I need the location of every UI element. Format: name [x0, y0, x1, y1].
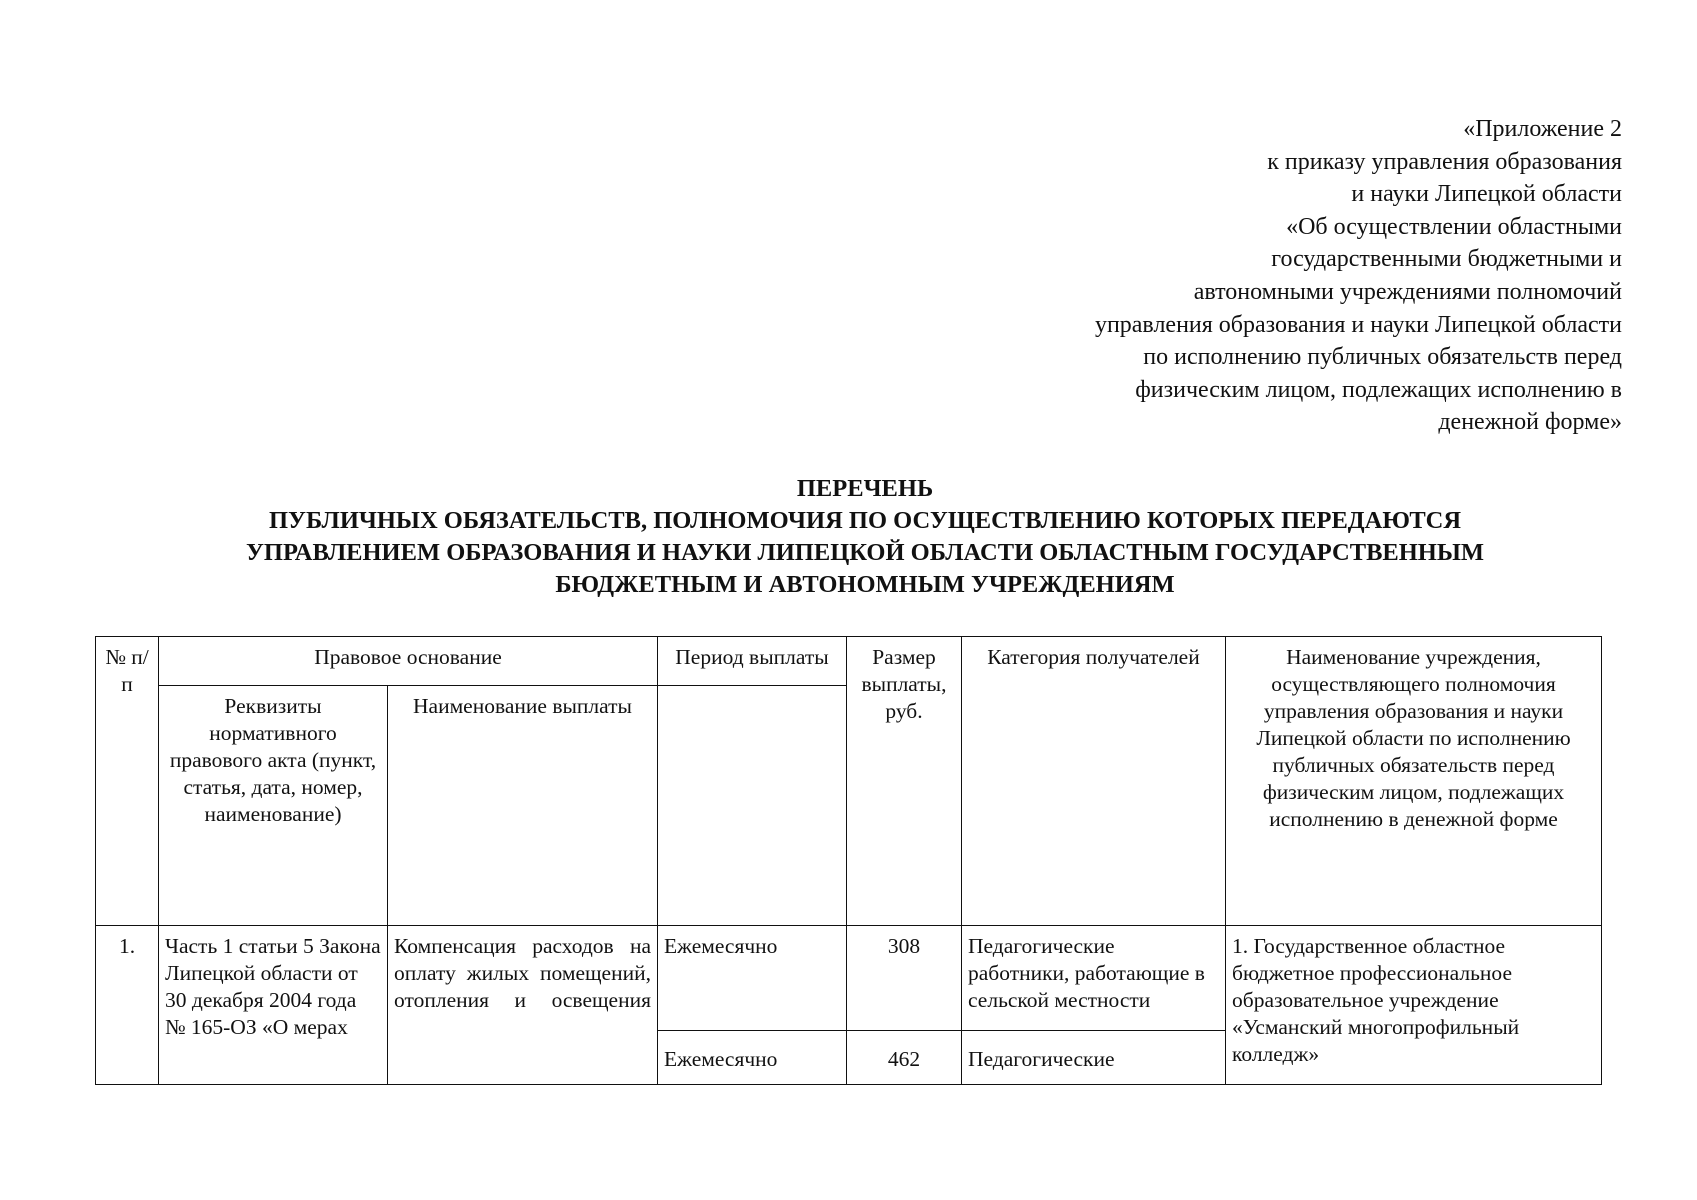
row-amount: 308 — [847, 926, 962, 1031]
header-institution: Наименование учреждения, осуществляющего полномочия управления образования и науки Липецкой области по исполнению публичных обязательств перед физическим лицом, подлежащих исполнению в денежной форме — [1226, 637, 1602, 926]
row-num: 1. — [96, 926, 159, 1085]
heading-line: ПУБЛИЧНЫХ ОБЯЗАТЕЛЬСТВ, ПОЛНОМОЧИЯ ПО ОСУЩЕСТВЛЕНИЮ КОТОРЫХ ПЕРЕДАЮТСЯ — [268, 507, 1462, 534]
heading-line: УПРАВЛЕНИЕМ ОБРАЗОВАНИЯ И НАУКИ ЛИПЕЦКОЙ ОБЛАСТИ ОБЛАСТНЫМ ГОСУДАРСТВЕННЫМ — [245, 539, 1485, 566]
appendix-line: управления образования и науки Липецкой области — [1094, 311, 1622, 338]
appendix-line: государственными бюджетными и — [1271, 246, 1622, 273]
appendix-block — [862, 113, 1622, 439]
obligations-table — [95, 636, 1602, 1085]
appendix-line: физическим лицом, подлежащих исполнению в — [1135, 376, 1622, 403]
header-row — [96, 637, 1602, 686]
header-num: № п/п — [96, 637, 159, 926]
row-period: Ежемесячно — [658, 926, 847, 1031]
row-amount: 462 — [847, 1031, 962, 1085]
appendix-line: «Приложение 2 — [1463, 116, 1622, 142]
header-amount: Размер выплаты, руб. — [847, 637, 962, 926]
row-category: Педагогические работники, работающие в сельской местности — [962, 926, 1226, 1031]
appendix-line: автономными учреждениями полномочий — [1193, 278, 1622, 305]
row-institution: 1. Государственное областное бюджетное профессиональное образовательное учреждение «Усманский многопрофильный колледж» — [1226, 926, 1602, 1085]
row-category: Педагогические — [962, 1031, 1226, 1085]
appendix-line: к приказу управления образования — [1267, 148, 1622, 175]
header-payment-name: Наименование выплаты — [388, 686, 658, 926]
header-period: Период выплаты — [658, 637, 847, 686]
appendix-line: по исполнению публичных обязательств перед — [1143, 344, 1622, 371]
document-heading — [95, 473, 1635, 601]
table-row — [96, 926, 1602, 1031]
appendix-line: денежной форме» — [1438, 409, 1622, 436]
header-category: Категория получателей — [962, 637, 1226, 926]
header-requisites: Реквизиты нормативного правового акта (пункт, статья, дата, номер, наименование) — [159, 686, 388, 926]
row-payment-name: Компенсация расходов на оплату жилых помещений, отопления и освещения — [388, 926, 658, 1085]
heading-line: БЮДЖЕТНЫМ И АВТОНОМНЫМ УЧРЕЖДЕНИЯМ — [555, 571, 1175, 598]
header-legal-basis: Правовое основание — [159, 637, 658, 686]
heading-title: ПЕРЕЧЕНЬ — [796, 475, 934, 502]
appendix-line: и науки Липецкой области — [1351, 181, 1622, 208]
row-period: Ежемесячно — [658, 1031, 847, 1085]
row-requisites: Часть 1 статьи 5 Закона Липецкой области от 30 декабря 2004 года № 165-ОЗ «О мерах — [159, 926, 388, 1085]
appendix-line: «Об осуществлении областными — [1286, 213, 1622, 240]
header-period-empty — [658, 686, 847, 926]
